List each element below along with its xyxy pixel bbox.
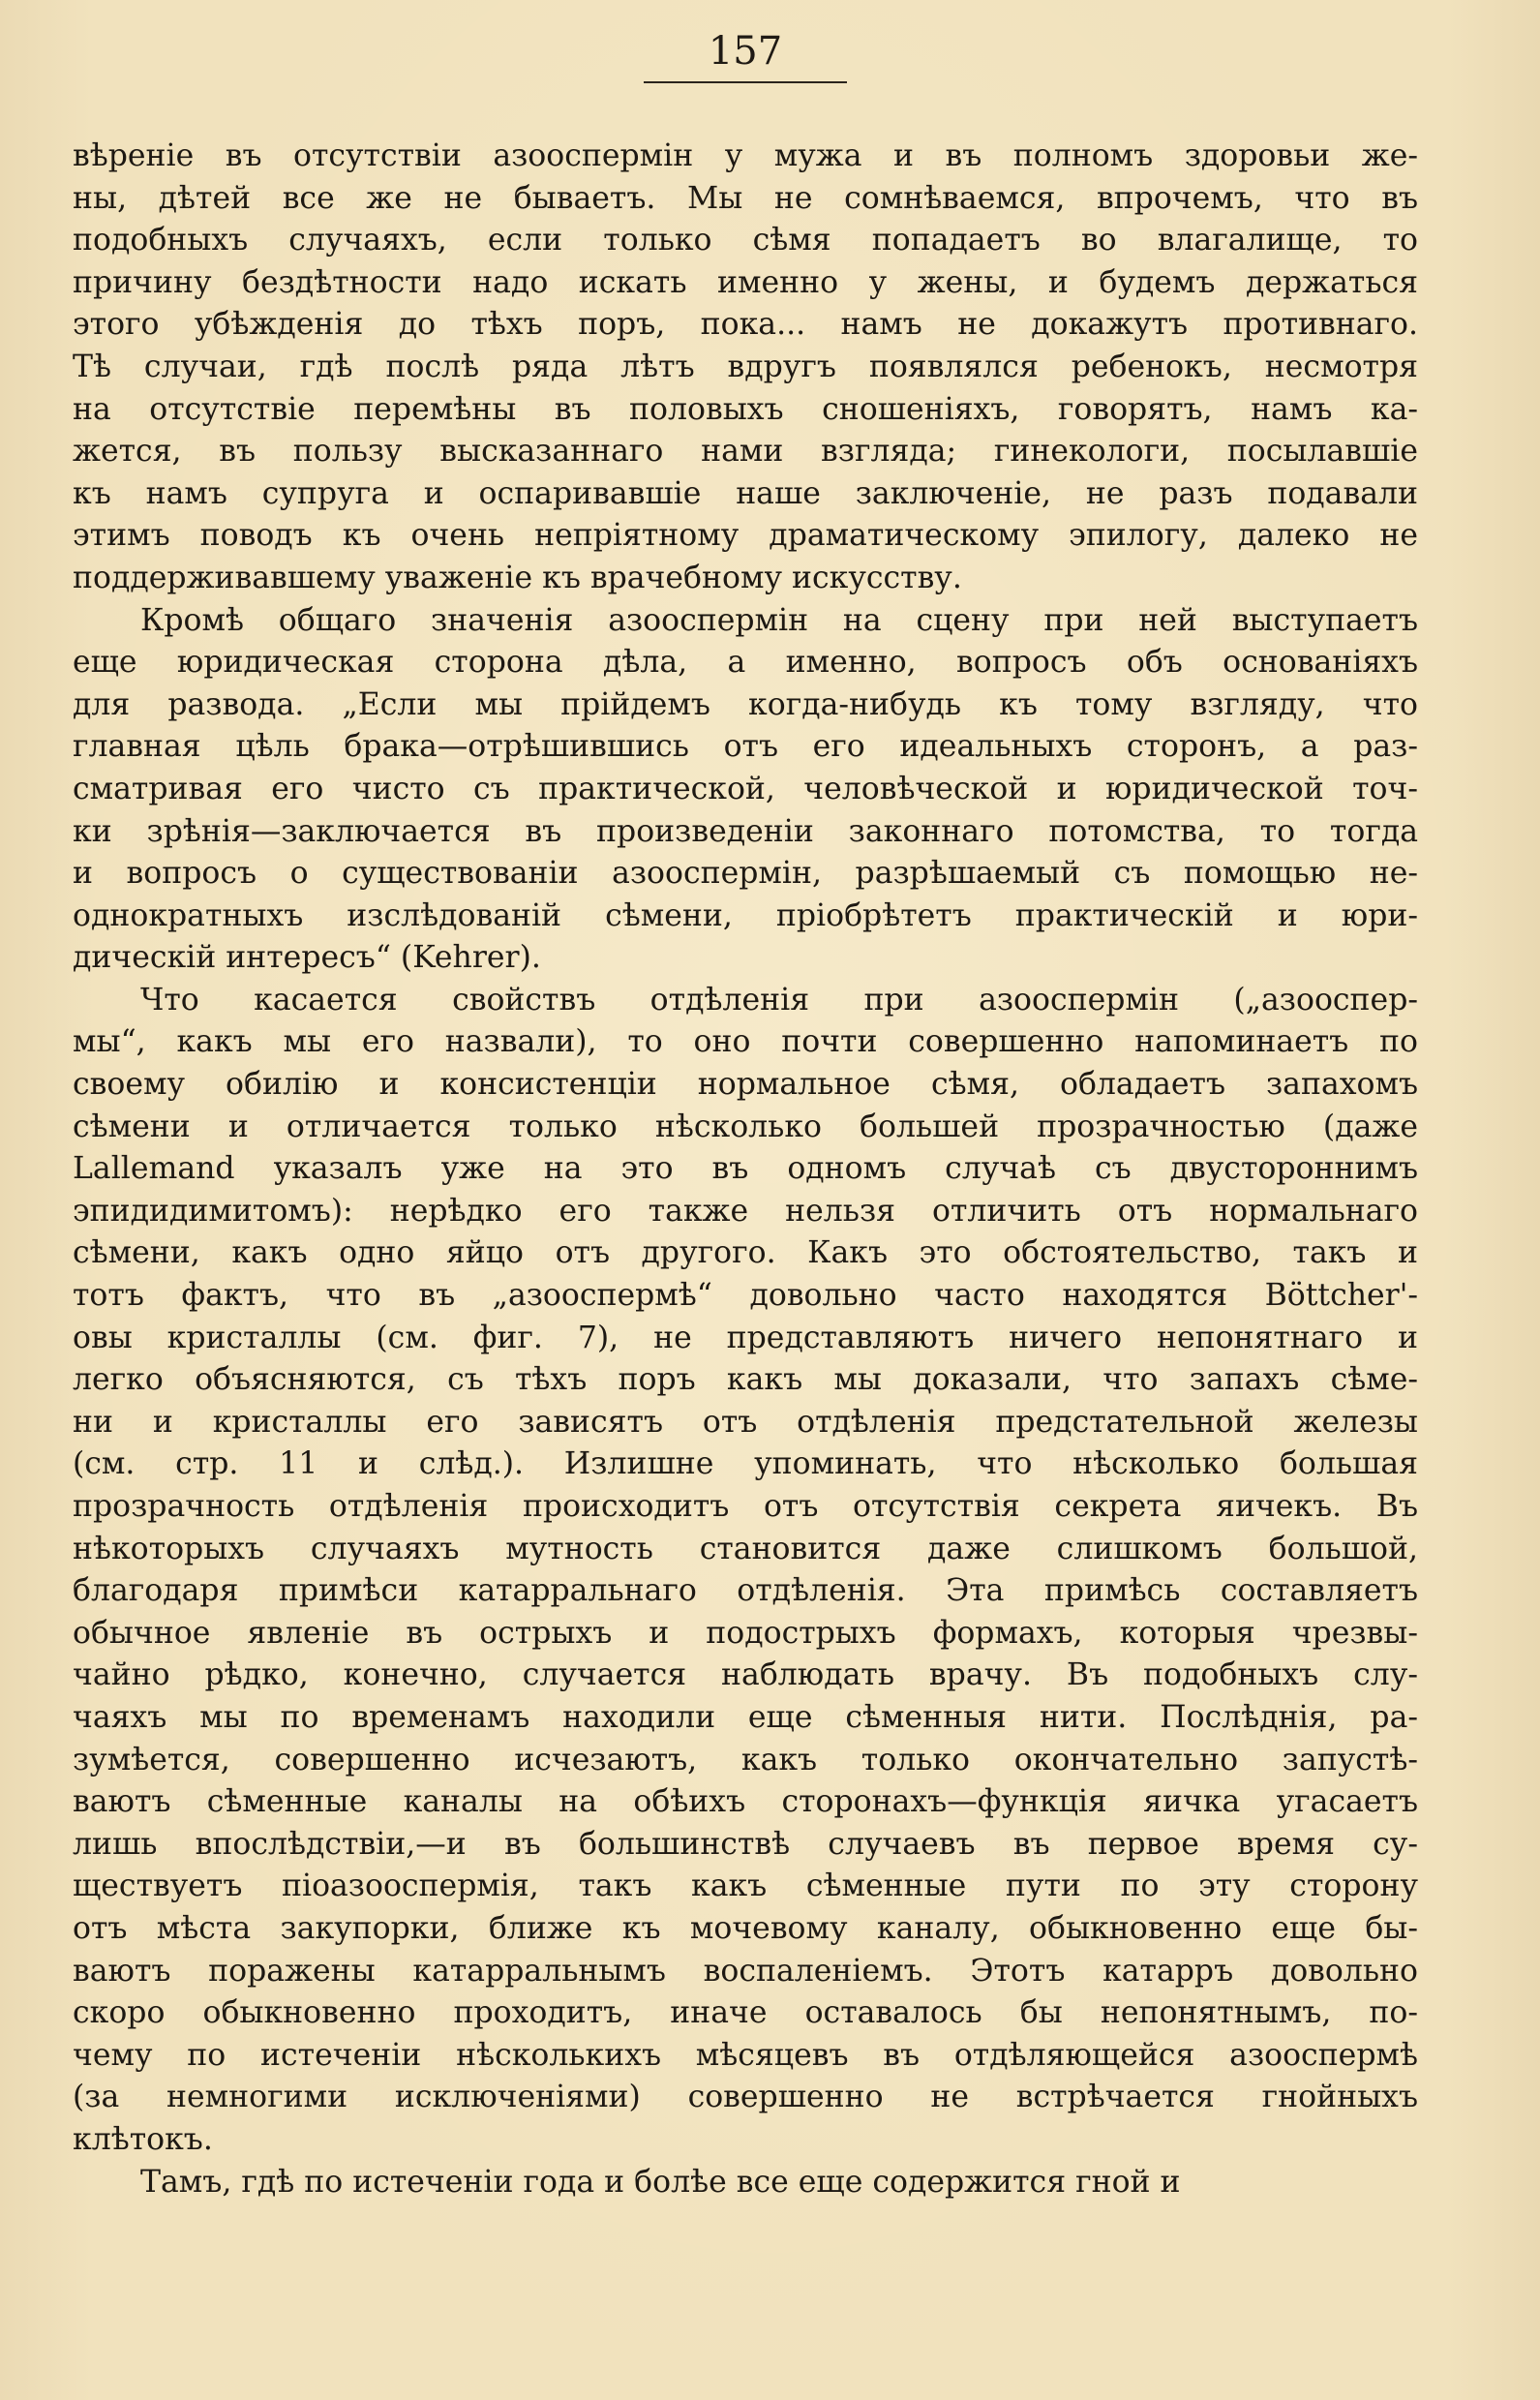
text-line: сматривая его чисто съ практической, человѣческой и юридической точ- — [73, 771, 1418, 806]
text-line: поддерживавшему уваженіе къ врачебному искусству. — [73, 560, 962, 595]
page-number: 157 — [708, 29, 783, 74]
text-line: главная цѣль брака—отрѣшившись отъ его идеальныхъ сторонъ, а раз- — [73, 729, 1418, 765]
text-line: овы кристаллы (см. фиг. 7), не представляютъ ничего непонятнаго и — [73, 1320, 1418, 1355]
text-line: ваютъ поражены катарральнымъ воспаленіемъ. Этотъ катарръ довольно — [73, 1953, 1418, 1989]
text-line: для развода. „Если мы прійдемъ когда-нибудь къ тому взгляду, что — [73, 686, 1418, 722]
text-line: отъ мѣста закупорки, ближе къ мочевому каналу, обыкновенно еще бы- — [73, 1910, 1418, 1946]
text-line: ществуетъ піоазооспермія, такъ какъ сѣменные пути по эту сторону — [73, 1868, 1418, 1904]
text-line: этого убѣжденія до тѣхъ поръ, пока... намъ не докажутъ противнаго. — [73, 307, 1418, 343]
text-line: Что касается свойствъ отдѣленія при азооспермін („азооспер- — [140, 982, 1418, 1018]
text-line: Тѣ случаи, гдѣ послѣ ряда лѣтъ вдругъ появлялся ребенокъ, несмотря — [73, 349, 1418, 384]
text-line: тотъ фактъ, что въ „азооспермѣ“ довольно часто находятся Böttcher'- — [73, 1278, 1418, 1314]
text-line: лишь впослѣдствіи,—и въ большинствѣ случаевъ въ первое время су- — [73, 1826, 1418, 1862]
text-line: ни и кристаллы его зависятъ отъ отдѣленія предстательной железы — [73, 1404, 1418, 1440]
paragraph — [73, 600, 1418, 980]
text-line: зумѣется, совершенно исчезаютъ, какъ только окончательно запустѣ- — [73, 1742, 1418, 1777]
text-line: прозрачность отдѣленія происходитъ отъ отсутствія секрета яичекъ. Въ — [73, 1489, 1418, 1524]
text-line: эпидидимитомъ): нерѣдко его также нельзя отличить отъ нормальнаго — [73, 1193, 1418, 1229]
page-number-rule — [644, 81, 847, 83]
text-line: однократныхъ изслѣдованій сѣмени, пріобрѣтетъ практическій и юри- — [73, 897, 1418, 933]
text-line: мы“, какъ мы его назвали), то оно почти совершенно напоминаетъ по — [73, 1024, 1418, 1060]
text-line: ны, дѣтей все же не бываетъ. Мы не сомнѣваемся, впрочемъ, что въ — [73, 180, 1418, 216]
text-line: вѣреніе въ отсутствіи азооспермін у мужа и въ полномъ здоровьи же- — [73, 138, 1418, 173]
text-line: Lallemand указалъ уже на это въ одномъ случаѣ съ двустороннимъ — [73, 1151, 1418, 1187]
paragraph — [73, 2162, 1418, 2204]
text-line: обычное явленіе въ острыхъ и подострыхъ формахъ, которыя чрезвы- — [73, 1615, 1418, 1651]
text-line: ваютъ сѣменные каналы на обѣихъ сторонахъ—функція яичка угасаетъ — [73, 1784, 1418, 1820]
text-line: чему по истеченіи нѣсколькихъ мѣсяцевъ въ отдѣляющейся азооспермѣ — [73, 2037, 1418, 2073]
text-line: этимъ поводъ къ очень непріятному драматическому эпилогу, далеко не — [73, 518, 1418, 554]
body-text — [73, 136, 1418, 2203]
text-line: сѣмени, какъ одно яйцо отъ другого. Какъ это обстоятельство, такъ и — [73, 1235, 1418, 1271]
text-line: (за немногими исключеніями) совершенно не встрѣчается гнойныхъ — [73, 2080, 1418, 2115]
text-line: (см. стр. 11 и слѣд.). Излишне упоминать, что нѣсколько большая — [73, 1446, 1418, 1482]
text-line: подобныхъ случаяхъ, если только сѣмя попадаетъ во влагалище, то — [73, 223, 1418, 258]
text-line: дическій интересъ“ (Kehrer). — [73, 940, 541, 976]
text-line: Тамъ, гдѣ по истеченіи года и болѣе все еще содержится гной и — [140, 2164, 1181, 2200]
text-line: причину бездѣтности надо искать именно у жены, и будемъ держаться — [73, 264, 1418, 300]
text-line: жется, въ пользу высказаннаго нами взгляда; гинекологи, посылавшіе — [73, 434, 1418, 470]
text-line: благодаря примѣси катарральнаго отдѣленія. Эта примѣсь составляетъ — [73, 1573, 1418, 1609]
text-line: Кромѣ общаго значенія азооспермін на сцену при ней выступаетъ — [140, 602, 1418, 638]
text-line: клѣтокъ. — [73, 2121, 213, 2157]
paragraph — [73, 136, 1418, 600]
text-line: скоро обыкновенно проходитъ, иначе оставалось бы непонятнымъ, по- — [73, 1995, 1418, 2031]
text-line: сѣмени и отличается только нѣсколько большей прозрачностью (даже — [73, 1109, 1418, 1144]
text-line: еще юридическая сторона дѣла, а именно, вопросъ объ основаніяхъ — [73, 645, 1418, 681]
paragraph — [73, 980, 1418, 2162]
text-line: ки зрѣнія—заключается въ произведеніи законнаго потомства, то тогда — [73, 813, 1418, 849]
text-line: нѣкоторыхъ случаяхъ мутность становится даже слишкомъ большой, — [73, 1531, 1418, 1566]
text-line: легко объясняются, съ тѣхъ поръ какъ мы доказали, что запахъ сѣме- — [73, 1362, 1418, 1398]
text-line: чайно рѣдко, конечно, случается наблюдать врачу. Въ подобныхъ слу- — [73, 1657, 1418, 1693]
text-line: къ намъ супруга и оспаривавшіе наше заключеніе, не разъ подавали — [73, 475, 1418, 511]
text-line: своему обилію и консистенціи нормальное сѣмя, обладаетъ запахомъ — [73, 1067, 1418, 1103]
text-line: и вопросъ о существованіи азооспермін, разрѣшаемый съ помощью не- — [73, 856, 1418, 892]
text-line: на отсутствіе перемѣны въ половыхъ сношеніяхъ, говорятъ, намъ ка- — [73, 391, 1418, 427]
text-line: чаяхъ мы по временамъ находили еще сѣменныя нити. Послѣднія, ра- — [73, 1699, 1418, 1735]
